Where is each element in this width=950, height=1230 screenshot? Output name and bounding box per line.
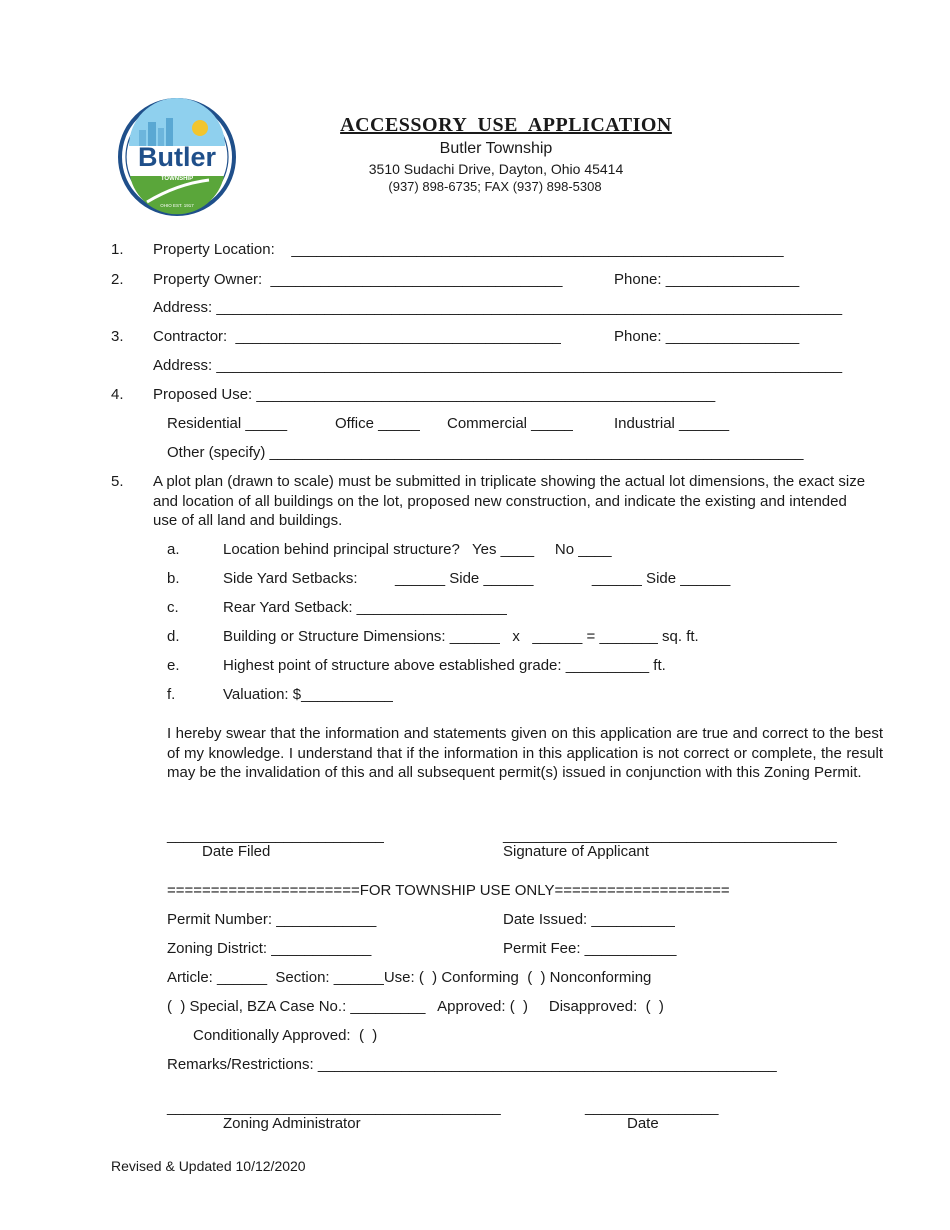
item-number-2: 2.	[111, 271, 124, 288]
permit-number-field[interactable]: Permit Number: ____________	[167, 911, 377, 928]
property-owner-field[interactable]: Property Owner: ___________________________________	[153, 271, 563, 288]
remarks-restrictions-field[interactable]: Remarks/Restrictions: _______________________________________________________	[167, 1056, 777, 1073]
article-section-use-line[interactable]: Article: ______ Section: ______Use: ( ) Conforming ( ) Nonconforming	[167, 969, 652, 986]
zoning-admin-label: Zoning Administrator	[223, 1115, 361, 1132]
subitem-letter: d.	[167, 628, 180, 645]
permit-fee-field[interactable]: Permit Fee: ___________	[503, 940, 677, 957]
subitem-letter: b.	[167, 570, 180, 587]
zoning-admin-line[interactable]: ________________________________________	[167, 1099, 501, 1116]
office-option[interactable]: Office _____	[335, 415, 420, 432]
contractor-address-field[interactable]: Address: ___________________________________________________________________________	[153, 357, 843, 374]
date-issued-field[interactable]: Date Issued: __________	[503, 911, 675, 928]
residential-option[interactable]: Residential _____	[167, 415, 288, 432]
other-specify-field[interactable]: Other (specify) ________________________________________________________________	[167, 444, 804, 461]
contractor-phone-field[interactable]: Phone: ________________	[614, 328, 800, 345]
valuation-field[interactable]: Valuation: $___________	[223, 686, 393, 703]
township-name: Butler Township	[439, 140, 553, 157]
conditionally-approved-checkbox[interactable]: Conditionally Approved: ( )	[193, 1027, 378, 1044]
rear-yard-setback-field[interactable]: Rear Yard Setback: __________________	[223, 599, 507, 616]
contractor-field[interactable]: Contractor: _______________________________________	[153, 328, 561, 345]
subitem-letter: c.	[167, 599, 179, 616]
item-number-1: 1.	[111, 241, 124, 258]
date-filed-label: Date Filed	[202, 843, 271, 860]
commercial-option[interactable]: Commercial _____	[447, 415, 573, 432]
oath-statement: I hereby swear that the information and statements given on this application are true and correct to the best of my knowledge. I understand that if the information in this application is not correct or complete, the result may be the invalidation of this and all subsequent permit(s) issued in conjunction with this Zoning Permit.	[167, 725, 883, 781]
admin-date-label: Date	[627, 1115, 659, 1132]
applicant-signature-line[interactable]: ________________________________________	[503, 827, 837, 844]
logo-sub: TOWNSHIP	[160, 176, 194, 182]
form-title: ACCESSORY USE APPLICATION	[340, 114, 672, 136]
admin-date-line[interactable]: ________________	[585, 1099, 719, 1116]
proposed-use-field[interactable]: Proposed Use: _______________________________________________________	[153, 386, 716, 403]
logo-name: Butler	[137, 142, 217, 172]
logo-ring: OHIO EST. 1917	[160, 203, 194, 208]
township-use-header: ======================FOR TOWNSHIP USE ONLY====================	[167, 882, 730, 899]
plot-plan-instructions: A plot plan (drawn to scale) must be submitted in triplicate showing the actual lot dimensions, the exact size and location of all buildings on the lot, proposed new construction, and indicate the existing and intended use of all land and buildings.	[153, 473, 866, 529]
special-bza-line[interactable]: ( ) Special, BZA Case No.: _________ Approved: ( ) Disapproved: ( )	[167, 998, 664, 1015]
subitem-letter: f.	[167, 686, 176, 703]
structure-dimensions-field[interactable]: Building or Structure Dimensions: ______ x ______ = _______ sq. ft.	[223, 628, 699, 645]
date-filed-line[interactable]: __________________________	[167, 827, 384, 844]
revision-note: Revised & Updated 10/12/2020	[111, 1158, 306, 1174]
location-behind-field[interactable]: Location behind principal structure? Yes ____ No ____	[223, 541, 612, 558]
item-number-5: 5.	[111, 473, 124, 490]
item-number-3: 3.	[111, 328, 124, 345]
subitem-letter: a.	[167, 541, 180, 558]
township-phone: (937) 898-6735; FAX (937) 898-5308	[388, 179, 602, 194]
subitem-letter: e.	[167, 657, 180, 674]
owner-phone-field[interactable]: Phone: ________________	[614, 271, 800, 288]
industrial-option[interactable]: Industrial ______	[614, 415, 730, 432]
property-location-field[interactable]: Property Location: ___________________________________________________________	[153, 241, 784, 258]
owner-address-field[interactable]: Address: ___________________________________________________________________________	[153, 299, 843, 316]
highest-point-field[interactable]: Highest point of structure above established grade: __________ ft.	[223, 657, 666, 674]
zoning-district-field[interactable]: Zoning District: ____________	[167, 940, 372, 957]
side-yard-setbacks-field[interactable]: Side Yard Setbacks: ______ Side ______ ______ Side ______	[223, 570, 731, 587]
applicant-signature-label: Signature of Applicant	[503, 843, 649, 860]
item-number-4: 4.	[111, 386, 124, 403]
township-address: 3510 Sudachi Drive, Dayton, Ohio 45414	[368, 161, 624, 177]
